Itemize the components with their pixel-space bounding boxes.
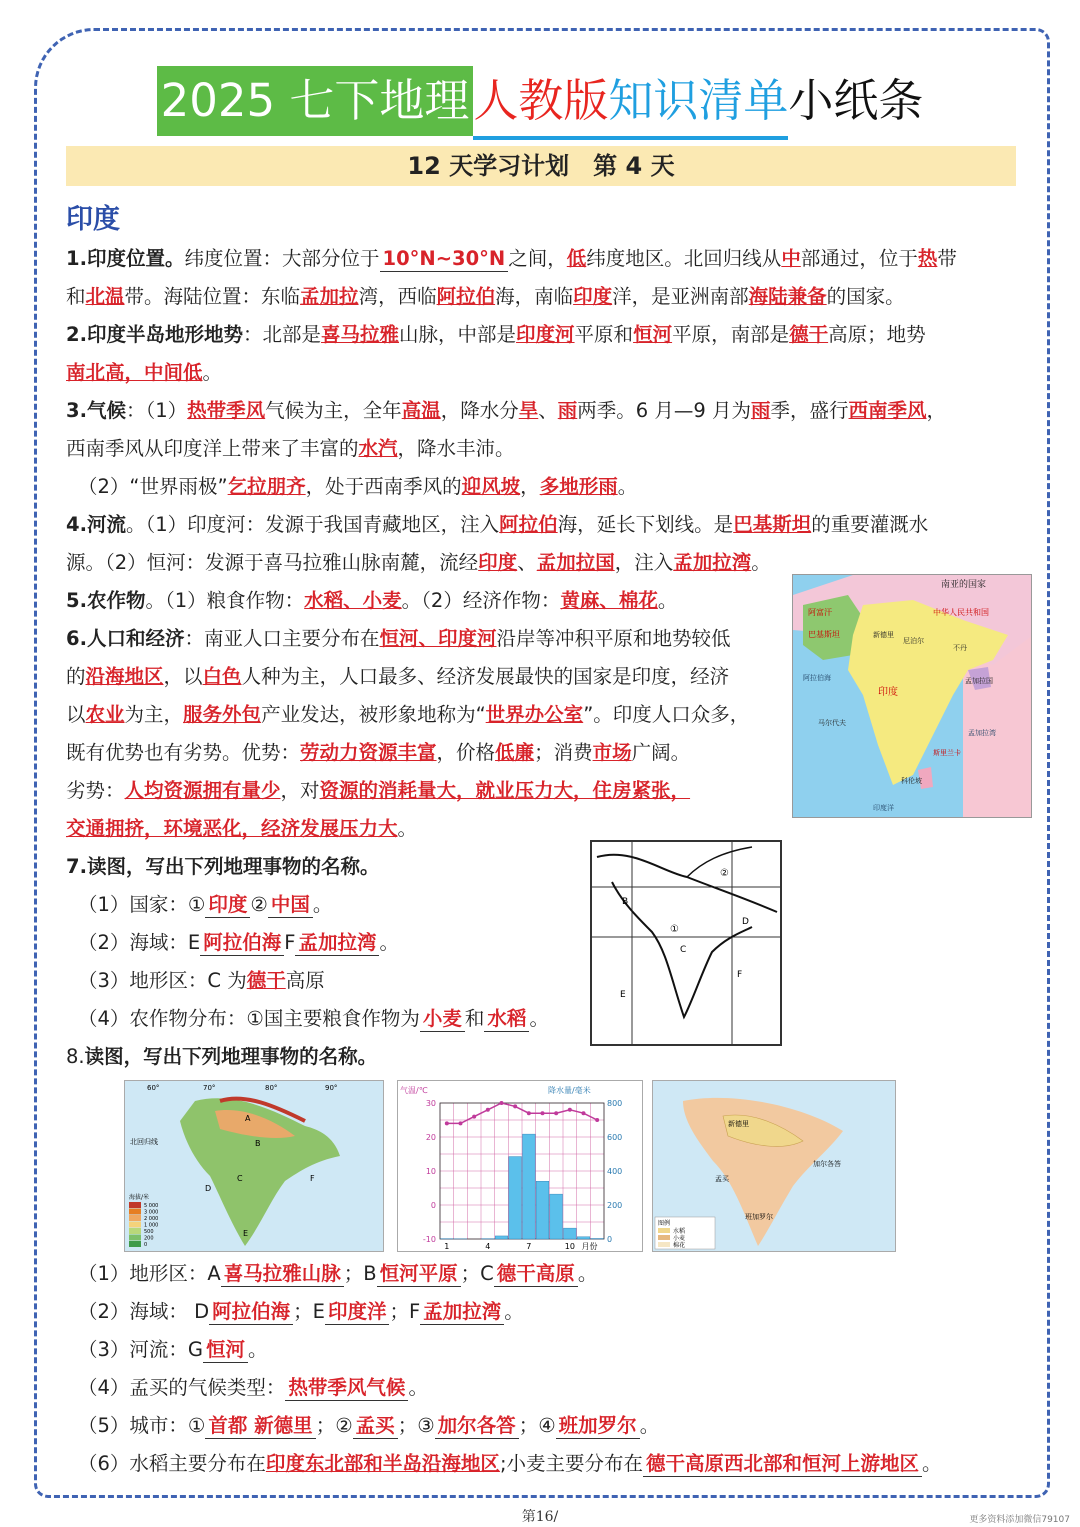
text-segment: 。: [379, 931, 399, 954]
svg-text:阿富汗: 阿富汗: [808, 608, 832, 617]
precipitation-bar: [509, 1157, 522, 1239]
answer-key: 交通拥挤，环境恶化，经济发展压力大: [66, 817, 398, 840]
item-heading: 4.河流: [66, 513, 126, 536]
text-segment: 沿岸等冲积平原和地势较低: [496, 627, 731, 650]
text-segment: 高原；地势: [828, 323, 926, 346]
text-segment: ，降水分: [440, 399, 519, 422]
answer-blank: 孟加拉湾: [295, 931, 379, 956]
answer-key: 白色: [202, 665, 242, 688]
precipitation-bar: [495, 1236, 508, 1239]
elevation-legend-swatch: [129, 1241, 141, 1247]
answer-blank: 加尔各答: [435, 1414, 519, 1439]
text-line: [66, 848, 1016, 886]
text-segment: 平原，南部是: [672, 323, 790, 346]
text-segment: 。（2）经济作物：: [401, 589, 561, 612]
answer-key: 市场: [592, 741, 632, 764]
text-segment: ，降水丰沛。: [397, 437, 515, 460]
title-part-1: 2025 七下地理: [157, 66, 474, 136]
answer-key: 西南季风: [848, 399, 927, 422]
text-segment: 。: [312, 893, 333, 916]
precipitation-bar: [577, 1237, 590, 1239]
text-line: [66, 1369, 1016, 1407]
elevation-legend-swatch: [129, 1209, 141, 1215]
text-segment: 。: [577, 1262, 598, 1285]
south-asia-countries-map: [792, 574, 1032, 818]
text-segment: 。: [202, 361, 223, 384]
answer-blank: 首都 新德里: [205, 1414, 315, 1439]
text-segment: （1）国家：①: [78, 893, 206, 916]
svg-text:②: ②: [720, 868, 729, 879]
text-segment: ，注入: [614, 551, 674, 574]
study-plan-banner: 12 天学习计划 第 4 天: [66, 146, 1016, 186]
text-segment: ，: [926, 399, 947, 422]
answer-key: 热带季风: [187, 399, 266, 422]
answer-key: 恒河: [633, 323, 673, 346]
svg-text:马尔代夫: 马尔代夫: [818, 719, 846, 727]
svg-text:孟加拉湾: 孟加拉湾: [968, 729, 996, 737]
text-line: [66, 962, 1016, 1000]
text-segment: 既有优势也有劣势。优势：: [66, 741, 301, 764]
watermark-text: 更多资料添加微信79107: [969, 1515, 1070, 1525]
answer-key: 旱: [518, 399, 539, 422]
page-title: [0, 66, 1080, 140]
title-part-3: 知识清单: [608, 66, 788, 140]
text-segment: 源。（2）恒河：发源于喜马拉雅山脉南麓，流经: [66, 551, 479, 574]
answer-key: 水稻、小麦: [304, 589, 402, 612]
answer-key: 水汽: [358, 437, 398, 460]
text-segment: （1）地形区：A: [78, 1262, 221, 1285]
text-segment: 。: [657, 589, 678, 612]
text-line: [66, 1407, 1016, 1445]
answer-key: 印度东北部和半岛沿海地区: [265, 1452, 500, 1475]
crop-distribution-map: [652, 1080, 896, 1252]
item-heading: 6.人口和经济: [66, 627, 185, 650]
text-segment: 。（1）粮食作物：: [145, 589, 305, 612]
text-segment: 。: [397, 817, 418, 840]
answer-key: 阿拉伯: [436, 285, 496, 308]
svg-text:棉花: 棉花: [673, 1242, 686, 1249]
temperature-point: [595, 1118, 599, 1122]
right-tick-label: 600: [607, 1133, 623, 1142]
text-segment: ，以: [163, 665, 203, 688]
svg-text:斯里兰卡: 斯里兰卡: [933, 749, 961, 757]
precipitation-bar: [564, 1228, 577, 1239]
question-8-answers: [66, 1255, 1016, 1483]
elevation-legend-label: 500: [144, 1229, 154, 1235]
text-line: [66, 430, 1016, 468]
elevation-legend-swatch: [129, 1235, 141, 1241]
map1-title: 南亚的国家: [941, 580, 987, 590]
text-segment: 为主，: [124, 703, 184, 726]
text-segment: 海，延长下划线。是: [557, 513, 734, 536]
text-segment: 季，盛行: [770, 399, 849, 422]
elevation-legend-label: 0: [144, 1242, 148, 1248]
left-tick-label: 0: [430, 1201, 436, 1210]
temperature-point: [554, 1111, 558, 1115]
left-axis-title: 气温/℃: [400, 1086, 428, 1095]
outline-map-question-7: [590, 840, 782, 1046]
right-axis-title: 降水量/毫米: [548, 1086, 591, 1095]
answer-key: 印度河: [516, 323, 575, 346]
answer-blank: 喜马拉雅山脉: [221, 1262, 344, 1287]
svg-text:70°: 70°: [203, 1084, 216, 1092]
text-segment: （2）“世界雨极”: [78, 475, 228, 498]
answer-key: 低廉: [495, 741, 535, 764]
text-segment: ；C: [460, 1262, 494, 1285]
text-segment: 气候为主，全年: [265, 399, 402, 422]
answer-blank: 中国: [268, 893, 313, 918]
svg-text:D: D: [205, 1184, 212, 1193]
svg-text:C: C: [237, 1174, 243, 1183]
svg-text:印度洋: 印度洋: [873, 804, 894, 812]
answer-blank: 班加罗尔: [556, 1414, 640, 1439]
elevation-legend-swatch: [129, 1222, 141, 1228]
answer-key: 高温: [401, 399, 441, 422]
answer-key: 劳动力资源丰富: [300, 741, 437, 764]
page-number: 第16/: [521, 1509, 559, 1525]
answer-key: 孟加拉国: [536, 551, 615, 574]
item-heading: 2.印度半岛地形地势: [66, 323, 243, 346]
answer-blank: 阿拉伯海: [209, 1300, 293, 1325]
answer-key: 世界办公室: [485, 703, 584, 726]
answer-key: 迎风坡: [461, 475, 521, 498]
text-segment: ：北部是: [242, 323, 321, 346]
svg-text:水稻: 水稻: [673, 1228, 686, 1235]
text-segment: 和: [464, 1007, 485, 1030]
temperature-point: [513, 1104, 517, 1108]
answer-key: 印度: [573, 285, 613, 308]
svg-text:90°: 90°: [325, 1084, 338, 1092]
text-segment: 8.: [66, 1045, 85, 1068]
text-segment: ；B: [343, 1262, 377, 1285]
svg-text:E: E: [620, 990, 626, 1000]
item-heading: 读图，写出下列地理事物的名称。: [84, 1045, 378, 1068]
answer-key: 黄麻、棉花: [560, 589, 658, 612]
text-segment: ：南亚人口主要分布在: [184, 627, 380, 650]
text-line: [66, 1331, 1016, 1369]
answer-blank: 孟加拉湾: [420, 1300, 504, 1325]
answer-key: 孟加拉: [300, 285, 359, 308]
text-segment: （4）农作物分布：①国主要粮食作物为: [78, 1007, 420, 1030]
text-segment: 的国家。: [826, 285, 905, 308]
text-segment: ；④: [518, 1414, 556, 1437]
south-asia-topographic-map: [124, 1080, 384, 1252]
text-segment: 。: [639, 1414, 660, 1437]
svg-text:阿拉伯海: 阿拉伯海: [803, 674, 831, 682]
answer-key: 沿海地区: [85, 665, 164, 688]
text-segment: 以: [66, 703, 86, 726]
text-line: [66, 468, 1016, 506]
text-segment: 、: [538, 399, 558, 422]
item-heading: 1.印度位置。: [66, 247, 185, 270]
text-segment: （4）孟买的气候类型：: [78, 1376, 286, 1399]
text-segment: 劣势：: [66, 779, 125, 802]
answer-key: 孟加拉湾: [673, 551, 752, 574]
right-tick-label: 0: [607, 1235, 613, 1244]
text-segment: ；消费: [534, 741, 593, 764]
left-tick-label: -10: [422, 1235, 436, 1244]
text-segment: 和: [66, 285, 86, 308]
text-segment: 之间，: [508, 247, 567, 270]
answer-key: 南北高，中间低: [66, 361, 203, 384]
answer-blank: 恒河: [203, 1338, 248, 1363]
text-segment: 、: [517, 551, 537, 574]
text-segment: 平原和: [574, 323, 634, 346]
text-segment: ：（1）: [125, 399, 188, 422]
answer-blank: 水稻: [484, 1007, 529, 1032]
precipitation-bar: [591, 1238, 604, 1239]
svg-text:孟加拉国: 孟加拉国: [965, 677, 993, 685]
svg-text:印度: 印度: [878, 687, 898, 698]
text-segment: 带: [937, 247, 957, 270]
item-heading: 7.读图，写出下列地理事物的名称。: [66, 855, 380, 878]
text-segment: （2）海域：E: [78, 931, 201, 954]
precipitation-bar: [523, 1134, 536, 1239]
text-segment: ；E: [293, 1300, 325, 1323]
text-segment: ；F: [389, 1300, 421, 1323]
title-part-4: 小纸条: [788, 74, 924, 127]
text-segment: 部通过，位于: [800, 247, 918, 270]
svg-text:海拔/米: 海拔/米: [129, 1194, 150, 1201]
x-tick-label: 1: [444, 1242, 450, 1251]
x-tick-label: 4: [485, 1242, 491, 1251]
elevation-legend-swatch: [129, 1215, 141, 1221]
answer-blank: 德干高原: [494, 1262, 578, 1287]
text-segment: （6）水稻主要分布在: [78, 1452, 266, 1475]
title-part-2: 人教版: [473, 66, 608, 140]
temperature-point: [527, 1111, 531, 1115]
elevation-legend-label: 200: [144, 1235, 154, 1242]
text-segment: 。: [751, 551, 771, 574]
answer-key: 印度: [478, 551, 518, 574]
text-segment: 纬度地区。北回归线从: [586, 247, 782, 270]
temperature-point: [486, 1108, 490, 1112]
text-line: [66, 886, 1016, 924]
text-segment: 。: [617, 475, 638, 498]
text-line: [66, 924, 1016, 962]
text-segment: ”。印度人口众多，: [583, 703, 750, 726]
text-segment: 洋，是亚洲南部: [612, 285, 749, 308]
text-line: [66, 1293, 1016, 1331]
elevation-legend-label: 3 000: [144, 1209, 159, 1216]
answer-blank: 孟买: [353, 1414, 398, 1439]
svg-text:①: ①: [670, 924, 679, 935]
temperature-point: [459, 1121, 463, 1125]
text-segment: ;小麦主要分布在: [499, 1452, 644, 1475]
x-tick-label: 10: [564, 1242, 575, 1251]
svg-text:新德里: 新德里: [728, 1120, 749, 1128]
x-axis-label: 月份: [581, 1242, 598, 1251]
x-tick-label: 7: [526, 1242, 532, 1251]
svg-text:巴基斯坦: 巴基斯坦: [808, 630, 840, 639]
svg-text:A: A: [245, 1114, 251, 1123]
answer-blank: 印度: [205, 893, 250, 918]
text-segment: ，价格: [436, 741, 496, 764]
answer-key: 海陆兼备: [748, 285, 827, 308]
text-line: [66, 392, 1016, 430]
text-segment: 。: [248, 1338, 268, 1361]
right-tick-label: 400: [607, 1167, 623, 1176]
elevation-legend-label: 5 000: [144, 1203, 159, 1209]
text-segment: 。: [504, 1300, 524, 1323]
answer-blank: 小麦: [420, 1007, 465, 1032]
answer-blank: 恒河平原: [377, 1262, 461, 1287]
right-tick-label: 800: [607, 1099, 623, 1108]
answer-key: 德干: [789, 323, 829, 346]
text-line: [66, 316, 1016, 354]
text-segment: ，: [520, 475, 540, 498]
text-line: [66, 240, 1016, 278]
text-segment: 的重要灌溉水: [811, 513, 929, 536]
answer-key: 雨: [750, 399, 771, 422]
text-segment: 。: [529, 1007, 549, 1030]
answer-blank: 阿拉伯海: [200, 931, 284, 956]
svg-text:F: F: [310, 1174, 315, 1183]
temperature-point: [445, 1121, 449, 1125]
text-line: [66, 1038, 1016, 1076]
text-segment: ②: [250, 893, 268, 916]
text-line: [66, 1000, 1016, 1038]
svg-text:C: C: [680, 945, 687, 955]
text-segment: 带。海陆位置：东临: [124, 285, 301, 308]
text-segment: （3）河流：G: [78, 1338, 204, 1361]
answer-key: 资源的消耗量大，就业压力大，住房紧张，: [319, 779, 691, 802]
item-heading: 5.农作物: [66, 589, 146, 612]
elevation-legend-swatch: [129, 1228, 141, 1234]
item-heading: 3.气候: [66, 399, 126, 422]
answer-key: 恒河、印度河: [379, 627, 497, 650]
text-segment: ，对: [280, 779, 320, 802]
answer-key: 阿拉伯: [499, 513, 558, 536]
text-segment: ；③: [397, 1414, 435, 1437]
svg-text:B: B: [255, 1139, 261, 1148]
text-segment: 两季。6 月—9 月为: [577, 399, 751, 422]
text-segment: 人种为主，人口最多、经济发展最快的国家是印度，经济: [241, 665, 730, 688]
svg-text:80°: 80°: [265, 1084, 278, 1092]
answer-key: 乞拉朋齐: [227, 475, 306, 498]
text-segment: 山脉，中部是: [399, 323, 517, 346]
svg-text:小麦: 小麦: [673, 1235, 686, 1242]
text-segment: 西南季风从印度洋上带来了丰富的: [66, 437, 359, 460]
text-segment: ；②: [315, 1414, 353, 1437]
text-line: [66, 506, 1016, 544]
temperature-point: [541, 1111, 545, 1115]
left-tick-label: 20: [425, 1133, 436, 1142]
svg-text:中华人民共和国: 中华人民共和国: [933, 608, 989, 617]
answer-blank: 德干高原西北部和恒河上游地区: [643, 1452, 922, 1477]
text-segment: 广阔。: [631, 741, 691, 764]
answer-key: 多地形雨: [539, 475, 618, 498]
text-segment: 湾，西临: [358, 285, 437, 308]
answer-key: 雨: [557, 399, 578, 422]
text-segment: （5）城市：①: [78, 1414, 206, 1437]
text-segment: 的: [66, 665, 86, 688]
right-tick-label: 200: [607, 1201, 623, 1210]
svg-text:尼泊尔: 尼泊尔: [903, 637, 924, 645]
answer-key: 农业: [85, 703, 125, 726]
answer-key: 巴基斯坦: [733, 513, 812, 536]
elevation-legend-label: 2 000: [144, 1216, 159, 1222]
temperature-point: [472, 1115, 476, 1119]
svg-text:图例: 图例: [658, 1220, 671, 1227]
answer-blank: 10°N~30°N: [380, 247, 509, 272]
left-tick-label: 30: [425, 1099, 436, 1108]
text-segment: 。: [408, 1376, 428, 1399]
precipitation-bar: [536, 1181, 549, 1239]
text-segment: 纬度位置：大部分位于: [184, 247, 380, 270]
text-segment: （3）地形区：C 为: [78, 969, 247, 992]
left-tick-label: 10: [425, 1167, 436, 1176]
text-segment: 高原: [285, 969, 325, 992]
text-line: [66, 354, 1016, 392]
temperature-point: [582, 1111, 586, 1115]
text-segment: 。: [922, 1452, 942, 1475]
text-line: [66, 1445, 1016, 1483]
svg-text:60°: 60°: [147, 1084, 160, 1092]
text-segment: 。（1）印度河：发源于我国青藏地区，注入: [125, 513, 500, 536]
svg-text:D: D: [742, 917, 749, 927]
svg-text:科伦坡: 科伦坡: [901, 777, 922, 785]
text-segment: F: [284, 931, 296, 954]
answer-blank: 热带季风气候: [285, 1376, 408, 1401]
answer-key: 德干: [246, 969, 286, 992]
temperature-point: [500, 1101, 504, 1105]
svg-text:班加罗尔: 班加罗尔: [745, 1213, 773, 1221]
temperature-point: [568, 1108, 572, 1112]
answer-key: 中: [781, 247, 801, 270]
text-segment: ，处于西南季风的: [305, 475, 462, 498]
svg-text:北回归线: 北回归线: [130, 1138, 158, 1146]
answer-key: 喜马拉雅: [321, 323, 400, 346]
section-title: 印度: [66, 204, 120, 235]
text-line: [66, 278, 1016, 316]
svg-text:加尔各答: 加尔各答: [813, 1160, 841, 1168]
mumbai-climate-chart: [397, 1080, 643, 1252]
text-segment: 海，南临: [495, 285, 574, 308]
answer-key: 低: [566, 247, 587, 270]
text-segment: 产业发达，被形象地称为“: [261, 703, 486, 726]
elevation-legend-swatch: [129, 1202, 141, 1208]
svg-text:E: E: [243, 1229, 249, 1238]
answer-key: 热: [917, 247, 938, 270]
svg-text:B: B: [622, 897, 629, 907]
answer-blank: 印度洋: [325, 1300, 390, 1325]
text-segment: （2）海域： D: [78, 1300, 210, 1323]
svg-text:新德里: 新德里: [873, 631, 894, 639]
text-line: [66, 1255, 1016, 1293]
elevation-legend-label: 1 000: [144, 1222, 159, 1229]
answer-key: 北温: [85, 285, 125, 308]
svg-text:孟买: 孟买: [715, 1175, 729, 1183]
answer-key: 人均资源拥有量少: [124, 779, 281, 802]
svg-text:F: F: [737, 970, 743, 980]
svg-text:不丹: 不丹: [953, 644, 967, 652]
precipitation-bar: [550, 1194, 563, 1239]
answer-key: 服务外包: [183, 703, 262, 726]
